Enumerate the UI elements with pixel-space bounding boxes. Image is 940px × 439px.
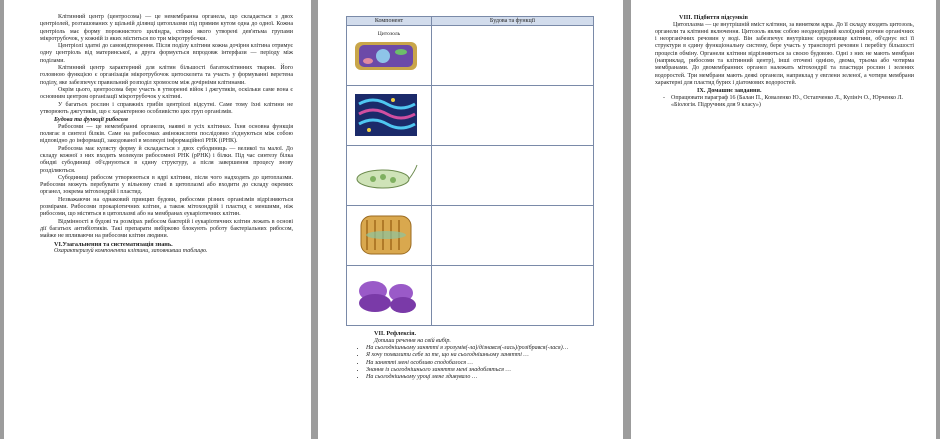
section-heading: VII. Рефлексія. — [374, 330, 417, 337]
section-heading: VIII. Підбиття підсумків — [679, 14, 748, 21]
homework-item: - Опрацювати параграф 16 (Балан П., Коваленко Ю., Остапченко Л., Кулініч О., Юрченко Л. «Біологія. Підручник для 9 класу») — [655, 95, 914, 110]
list-item: • Я хочу похвалити себе за те, що на сьогоднішньому занятті … — [366, 352, 601, 359]
list-item: • На сьогоднішньому занятті я зрозумів(-ла)/дізнався(-лась)/розібрався(-лася)… — [366, 345, 601, 352]
subheading: Будова та функції рибосом — [54, 116, 128, 124]
components-table — [346, 16, 594, 326]
paragraph: Рибосома має кулясту форму й складається з двох субодиниць — великої та малої. До складу кожної з них входять молекули рибосомної РНК (рРНК) і білки. Під час синтезу білка обидві субодиниці об'єднуються в єдину структуру, а після завершення процесу знову розділяються. — [40, 145, 293, 174]
document-page-3 — [631, 0, 936, 439]
document-page-1 — [4, 0, 311, 439]
ribosome-illustration — [353, 275, 419, 319]
paragraph: Клітинний центр характерний для клітин більшості багатоклітинних тварин. Його головною функцією є організація мікротрубочок цитоскелета та участь у формуванні веретена поділу, яке забезпечує правильний розподіл хромосом між дочірніми клітинами. — [40, 65, 293, 86]
task-text: Охарактеризуй компоненти клітини, заповнивши таблицю. — [54, 248, 208, 255]
paragraph: Рибосоми — це немембранні органели, наявні в усіх клітинах. Їхня основна функція полягає в синтезі білків. Саме на рибосомах амінокислоти послідовно з'єднуються між собою відповідно до інформації, закодованої в молекулі інформаційної РНК (іРНК). — [40, 123, 293, 145]
column-header: Компонент — [347, 17, 432, 26]
table-row — [347, 206, 594, 266]
mitochondrion-illustration — [353, 210, 419, 260]
cytosol-illustration — [353, 40, 419, 72]
table-row — [347, 86, 594, 146]
paragraph: Незважаючи на однаковий принцип будови, рибосоми різних організмів відрізняються розмірами. Рибосоми прокаріотичних клітин, а також мітохондрій і пластид є меншими, ніж рибосоми, що містяться в цитоплазмі або на мембранах еукаріотичних клітин. — [40, 196, 293, 218]
reflection-list — [346, 345, 601, 381]
section-heading: IX. Домашнє завдання. — [697, 87, 762, 95]
table-row — [347, 146, 594, 206]
list-item: • На занятті мені особливо сподобалося … — [366, 360, 601, 367]
list-item: • Знання із сьогоднішнього заняття мені знадобляться … — [366, 367, 601, 374]
endoplasmic-reticulum-illustration — [353, 90, 419, 140]
paragraph: У багатьох рослин і справжніх грибів центріолі відсутні. Саме тому їхні клітини не утворюють джгутиків, що є характерною особливістю цих груп організмів. — [40, 101, 293, 115]
paragraph: Окрім цього, центросома бере участь в утворенні війок і джгутиків, оскільки саме вона є основним центром організації мікротрубочок у клітині. — [40, 86, 293, 101]
paragraph: Клітинний центр (центросома) — це немембранна органела, що складається з двох центріолей, розташованих у щільній ділянці цитоплазми під прямим кутом одна до одної. Кожна центріоль має форму порожнистого циліндра, стінки якого утворені дев'ятьма групами мікротрубочок, у кожній із яких міститься по три мікротрубочки. — [40, 14, 293, 42]
table-row — [347, 266, 594, 326]
euglena-illustration — [353, 159, 419, 199]
table-row — [347, 26, 594, 86]
summary-paragraph: Цитоплазма — це внутрішній вміст клітини, за винятком ядра. До її складу входять цитозоль, органели та клітинні включення. Цитозоль являє собою неоднорідний колоїдний розчин органічних і неорганічних речовин у воді. Він забезпечує внутрішнє середовище клітини, об'єднує всі її структури в єдину функціональну систему, бере участь у транспорті речовин і перебігу більшості процесів обміну. Органели клітини відрізняються за своєю будовою. Одні з них не мають мембран (наприклад, рибосоми та клітинний центр), інші оточені однією, двома, трьома або чотирма мембранами. До двомембранних органел належать мітохондрії та пластиди рослин і зелених водоростей. Три мембрани мають деякі органели, наприклад у евглени зеленої, а чотири мембрани характерні для пластид бурих і діатомових водоростей. — [655, 21, 914, 86]
row-label: Цитозоль — [377, 31, 401, 37]
section-heading: VI.Узагальнення та систематизація знань. — [54, 240, 173, 248]
paragraph: Субодиниці рибосом утворюються в ядрі клітини, після чого надходять до цитоплазми. Рибосоми можуть перебувати у вільному стані в цитоплазмі або входити до складу окремих органел, зокрема мітохондрій і пластид. — [40, 174, 293, 196]
column-header: Будова та функції — [432, 17, 594, 26]
document-page-2 — [318, 0, 623, 439]
list-item: • На сьогоднішньому уроці мене здивувало … — [366, 374, 601, 381]
paragraph: Відмінності в будові та розмірах рибосом бактерій і еукаріотичних клітин лежать в основі дії багатьох антибіотиків. Такі препарати вибірково блокують роботу бактеріальних рибосом, майже не впливаючи на рибосоми клітин людини. — [40, 218, 293, 240]
prompt-text: Допиши речення на свій вибір. — [374, 337, 451, 344]
paragraph: Центріолі здатні до самовідтворення. Після поділу клітини кожна дочірня клітина отримує одну центріоль від материнської, а друга формується впродовж інтерфази — періоду між поділами. — [40, 43, 293, 64]
